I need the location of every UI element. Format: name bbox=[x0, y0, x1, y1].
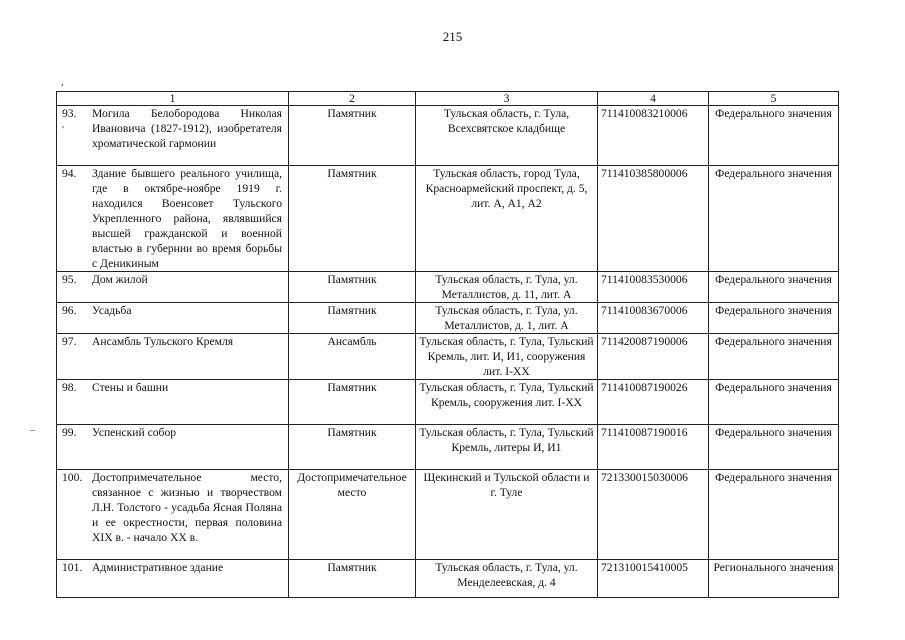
page-number: 215 bbox=[442, 29, 463, 44]
table-row bbox=[57, 166, 839, 272]
registry-code: 711410083530006 bbox=[598, 272, 709, 303]
object-type: Памятник bbox=[289, 425, 416, 470]
registry-code: 711410083210006 bbox=[598, 106, 709, 166]
stray-mark: ' bbox=[62, 124, 64, 136]
table-row bbox=[57, 106, 839, 166]
row-number: 95. bbox=[62, 273, 77, 286]
object-type: Памятник bbox=[289, 303, 416, 334]
significance-category: Федерального значения bbox=[709, 166, 839, 272]
header-cell: 3 bbox=[416, 92, 598, 106]
header-cell: 2 bbox=[289, 92, 416, 106]
table-row bbox=[57, 272, 839, 303]
registry-code: 711410087190026 bbox=[598, 380, 709, 425]
object-cell bbox=[57, 470, 289, 560]
object-cell bbox=[57, 106, 289, 166]
table-row bbox=[57, 380, 839, 425]
row-number: 99. bbox=[62, 426, 77, 439]
registry-code: 721310015410005 bbox=[598, 560, 709, 598]
object-name: Дом жилой bbox=[92, 273, 148, 286]
object-name: Административное здание bbox=[92, 561, 224, 574]
table-row bbox=[57, 470, 839, 560]
object-cell bbox=[57, 272, 289, 303]
object-address: Тульская область, г. Тула, Тульский Кремль, литеры И, И1 bbox=[416, 425, 598, 470]
row-number: 101. bbox=[62, 561, 83, 574]
registry-code: 721330015030006 bbox=[598, 470, 709, 560]
significance-category: Федерального значения bbox=[709, 425, 839, 470]
object-address: Тульская область, г. Тула, ул. Металлистов, д. 11, лит. А bbox=[416, 272, 598, 303]
registry-code: 711410087190016 bbox=[598, 425, 709, 470]
object-type: Памятник bbox=[289, 106, 416, 166]
object-name: Здание бывшего реального училища, где в октябре-ноябре 1919 г. находился Военсовет Тульского Укрепленного района, являвшийся высшей гражданской и военной властью в губернии во время борьбы с Деникиным bbox=[92, 167, 282, 270]
significance-category: Федерального значения bbox=[709, 303, 839, 334]
object-address: Тульская область, г. Тула, ул. Менделеевская, д. 4 bbox=[416, 560, 598, 598]
row-number: 100. bbox=[62, 471, 83, 484]
row-number: 97. bbox=[62, 335, 77, 348]
object-address: Щекинский и Тульской области и г. Туле bbox=[416, 470, 598, 560]
object-address: Тульская область, г. Тула, Тульский Кремль, сооружения лит. I-XX bbox=[416, 380, 598, 425]
object-type: Ансамбль bbox=[289, 334, 416, 380]
object-type: Достопримечательное место bbox=[289, 470, 416, 560]
significance-category: Регионального значения bbox=[709, 560, 839, 598]
stray-mark: – bbox=[30, 424, 36, 436]
significance-category: Федерального значения bbox=[709, 272, 839, 303]
table-row bbox=[57, 334, 839, 380]
object-cell bbox=[57, 560, 289, 598]
object-type: Памятник bbox=[289, 560, 416, 598]
header-cell: 4 bbox=[598, 92, 709, 106]
object-address: Тульская область, г. Тула, Всехсвятское кладбище bbox=[416, 106, 598, 166]
object-type: Памятник bbox=[289, 380, 416, 425]
object-address: Тульская область, г. Тула, Тульский Кремль, лит. И, И1, сооружения лит. I-XX bbox=[416, 334, 598, 380]
significance-category: Федерального значения bbox=[709, 106, 839, 166]
object-cell bbox=[57, 166, 289, 272]
object-cell bbox=[57, 334, 289, 380]
object-cell bbox=[57, 303, 289, 334]
object-cell bbox=[57, 380, 289, 425]
table-row bbox=[57, 303, 839, 334]
registry-code: 711420087190006 bbox=[598, 334, 709, 380]
object-address: Тульская область, город Тула, Красноармейский проспект, д. 5, лит. А, А1, А2 bbox=[416, 166, 598, 272]
object-type: Памятник bbox=[289, 272, 416, 303]
object-name: Достопримечательное место, связанное с жизнью и творчеством Л.Н. Толстого - усадьба Ясная Поляна и ее окрестности, первая половина XIX в. - начало XX в. bbox=[92, 471, 282, 544]
header-cell: 5 bbox=[709, 92, 839, 106]
registry-code: 711410083670006 bbox=[598, 303, 709, 334]
object-address: Тульская область, г. Тула, ул. Металлистов, д. 1, лит. А bbox=[416, 303, 598, 334]
row-number: 96. bbox=[62, 304, 77, 317]
registry-code: 711410385800006 bbox=[598, 166, 709, 272]
significance-category: Федерального значения bbox=[709, 380, 839, 425]
object-name: Успенский собор bbox=[92, 426, 177, 439]
header-cell: 1 bbox=[57, 92, 289, 106]
significance-category: Федерального значения bbox=[709, 470, 839, 560]
significance-category: Федерального значения bbox=[709, 334, 839, 380]
object-name: Стены и башни bbox=[92, 381, 169, 394]
row-number: 94. bbox=[62, 167, 77, 180]
table-row bbox=[57, 425, 839, 470]
header-row bbox=[57, 92, 839, 106]
object-type: Памятник bbox=[289, 166, 416, 272]
object-cell bbox=[57, 425, 289, 470]
table-row bbox=[57, 560, 839, 598]
row-number: 98. bbox=[62, 381, 77, 394]
stray-mark: , bbox=[61, 76, 64, 88]
object-name: Ансамбль Тульского Кремля bbox=[92, 335, 234, 348]
object-name: Могила Белобородова Николая Ивановича (1827-1912), изобретателя хроматической гармонии bbox=[92, 107, 282, 150]
heritage-registry-table bbox=[56, 91, 839, 598]
row-number: 93. bbox=[62, 107, 77, 120]
object-name: Усадьба bbox=[92, 304, 132, 317]
